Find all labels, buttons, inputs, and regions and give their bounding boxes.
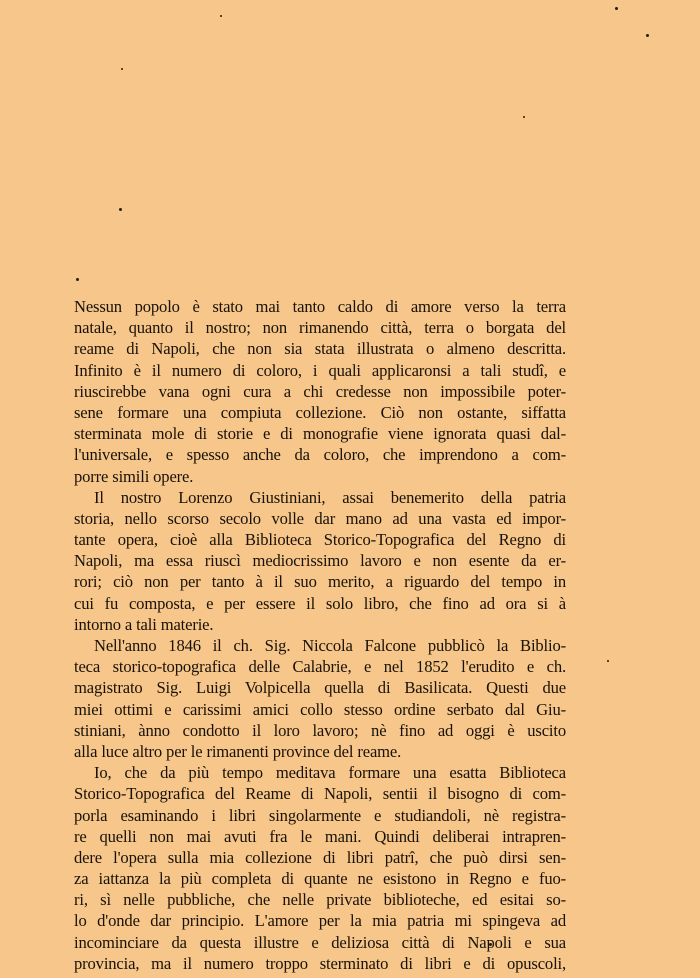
ink-speck	[121, 68, 123, 70]
text-line: sterminata mole di storie e di monografie viene ignorata quasi dal-	[74, 424, 566, 444]
text-line: porla esaminando i libri singolarmente e studiandoli, nè registra-	[74, 805, 566, 825]
paragraph	[74, 762, 566, 974]
ink-speck	[646, 34, 649, 37]
paragraph	[74, 296, 566, 487]
text-line: provincia, ma il numero troppo sterminato di libri e di opuscoli,	[74, 953, 566, 973]
ink-speck	[119, 208, 122, 211]
ink-speck	[523, 116, 525, 118]
text-line: Il nostro Lorenzo Giustiniani, assai benemerito della patria	[94, 487, 566, 507]
text-line: rori; ciò non per tanto à il suo merito, a riguardo del tempo in	[74, 572, 566, 592]
text-line: ri, sì nelle pubbliche, che nelle private biblioteche, ed esitai so-	[74, 890, 566, 910]
text-line: magistrato Sig. Luigi Volpicella quella di Basilicata. Questi due	[74, 678, 566, 698]
text-line: Nessun popolo è stato mai tanto caldo di amore verso la terra	[74, 297, 566, 316]
paragraph	[74, 487, 566, 635]
text-line: porre simili opere.	[74, 466, 194, 486]
body-text	[74, 296, 566, 974]
text-line: Storico-Topografica del Reame di Napoli, sentii il bisogno di com-	[74, 784, 566, 804]
text-line: intorno a tali materie.	[74, 614, 214, 634]
text-line: storia, nello scorso secolo volle dar mano ad una vasta ed impor-	[74, 508, 566, 528]
text-line: incominciare da questa illustre e deliziosa città di Napoli e sua	[74, 932, 566, 952]
text-line: Io, che da più tempo meditava formare una esatta Biblioteca	[94, 763, 566, 783]
text-line: sene formare una compiuta collezione. Ciò non ostante, siffatta	[74, 402, 566, 422]
ink-speck	[615, 7, 618, 10]
text-line: dere l'opera sulla mia collezione di libri patrî, che può dirsi sen-	[74, 847, 566, 867]
ink-speck	[76, 278, 79, 281]
text-line: natale, quanto il nostro; non rimanendo città, terra o borgata del	[74, 318, 566, 338]
text-line: za iattanza la più completa di quante ne esistono in Regno e fuo-	[74, 869, 566, 889]
paragraph	[74, 635, 566, 762]
text-line: alla luce altro per le rimanenti province del reame.	[74, 741, 402, 761]
text-line: miei ottimi e carissimi amici collo stesso ordine serbato dal Giu-	[74, 699, 566, 719]
text-line: Napoli, ma essa riuscì mediocrissimo lavoro e non esente da er-	[74, 551, 566, 571]
text-line: teca storico-topografica delle Calabrie, e nel 1852 l'erudito e ch.	[74, 657, 566, 677]
text-line: re quelli non mai avuti fra le mani. Quindi deliberai intrapren-	[74, 826, 566, 846]
text-line: Infinito è il numero di coloro, i quali applicaronsi a tali studî, e	[74, 360, 566, 380]
text-line: tante opera, cioè alla Biblioteca Storico-Topografica del Regno di	[74, 530, 566, 550]
text-line: lo d'onde dar principio. L'amore per la mia patria mi spingeva ad	[74, 911, 566, 931]
text-line: l'universale, e spesso anche da coloro, che imprendono a com-	[74, 445, 566, 465]
text-line: riuscirebbe vana ogni cura a chi credesse non impossibile poter-	[74, 381, 566, 401]
ink-speck	[607, 660, 609, 662]
text-line: reame di Napoli, che non sia stata illustrata o almeno descritta.	[74, 339, 566, 359]
ink-speck	[220, 15, 222, 17]
text-line: stiniani, ànno condotto il loro lavoro; nè fino ad oggi è uscito	[74, 720, 566, 740]
text-line: cui fu composta, e per essere il solo libro, che fino ad ora si à	[74, 593, 566, 613]
text-line: Nell'anno 1846 il ch. Sig. Niccola Falcone pubblicò la Biblio-	[94, 636, 566, 655]
